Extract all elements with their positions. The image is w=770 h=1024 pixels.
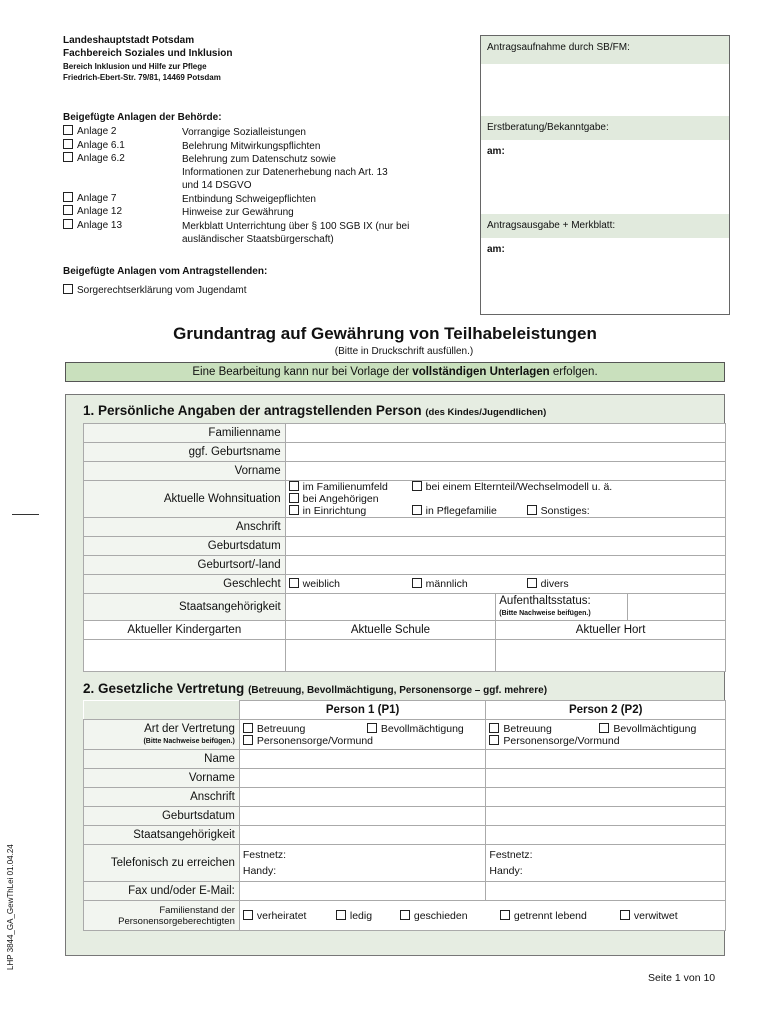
- p1-staatsang-input[interactable]: [239, 826, 486, 845]
- field-label: Geburtsdatum: [84, 807, 240, 826]
- option[interactable]: im Familienumfeld: [289, 481, 412, 493]
- kita-input[interactable]: [84, 640, 286, 672]
- option[interactable]: Bevollmächtigung: [367, 723, 464, 735]
- page-subtitle: (Bitte in Druckschrift ausfüllen.): [334, 346, 474, 357]
- p2-telefon-input[interactable]: Festnetz: Handy:: [486, 845, 726, 882]
- p1-telefon-input[interactable]: Festnetz: Handy:: [239, 845, 486, 882]
- wohnsituation-options: [285, 481, 725, 518]
- attachment-checkbox-row[interactable]: Anlage 13: [63, 219, 122, 232]
- field-label: Vorname: [84, 769, 240, 788]
- p1-fax-input[interactable]: [239, 882, 486, 901]
- option[interactable]: bei einem Elternteil/Wechselmodell u. ä.: [412, 481, 664, 493]
- option[interactable]: in Einrichtung: [289, 505, 412, 517]
- option[interactable]: Betreuung: [489, 723, 599, 735]
- column-header: Aktueller Hort: [496, 621, 726, 640]
- attachment-desc: Merkblatt Unterrichtung über § 100 SGB IX (nur bei ausländischer Staatsbürgerschaft): [182, 221, 410, 245]
- column-header: Person 2 (P2): [486, 701, 726, 720]
- department-name: Fachbereich Soziales und Inklusion: [63, 48, 233, 59]
- attachment-checkbox-row[interactable]: Anlage 7: [63, 192, 116, 205]
- office-use-head: Antragsaufnahme durch SB/FM:: [481, 36, 729, 64]
- column-header: Aktuelle Schule: [285, 621, 496, 640]
- p2-staatsang-input[interactable]: [486, 826, 726, 845]
- attachments-authority-title: Beigefügte Anlagen der Behörde:: [63, 112, 222, 123]
- attachment-desc: Entbindung Schweigepflichten: [182, 194, 316, 205]
- field-label: Staatsangehörigkeit: [84, 826, 240, 845]
- option[interactable]: verheiratet: [243, 910, 336, 922]
- applicant-attachment-row[interactable]: Sorgerechtserklärung vom Jugendamt: [63, 284, 247, 297]
- field-label: Geburtsort/-land: [84, 556, 286, 575]
- checkbox[interactable]: [63, 152, 73, 162]
- field-label: Familienname: [84, 424, 286, 443]
- p2-fax-input[interactable]: [486, 882, 726, 901]
- p1-anschrift-input[interactable]: [239, 788, 486, 807]
- field-label: ggf. Geburtsname: [84, 443, 286, 462]
- checkbox[interactable]: [63, 139, 73, 149]
- notice-banner: Eine Bearbeitung kann nur bei Vorlage der vollständigen Unterlagen erfolgen.: [65, 362, 725, 382]
- field-label: Anschrift: [84, 518, 286, 537]
- staatsangehoerigkeit-input[interactable]: [285, 594, 496, 621]
- attachment-checkbox-row[interactable]: Anlage 6.2: [63, 152, 125, 165]
- option[interactable]: Sonstiges:: [527, 505, 590, 517]
- consultation-head: Erstberatung/Bekanntgabe:: [481, 116, 729, 140]
- option[interactable]: Betreuung: [243, 723, 367, 735]
- field-label: Art der Vertretung (Bitte Nachweise beifügen.): [84, 720, 240, 750]
- checkbox[interactable]: [63, 125, 73, 135]
- attachment-desc: Hinweise zur Gewährung: [182, 207, 294, 218]
- geburtsdatum-input[interactable]: [285, 537, 725, 556]
- schule-input[interactable]: [285, 640, 496, 672]
- aufenthalt-input[interactable]: [628, 594, 726, 621]
- checkbox[interactable]: [63, 284, 73, 294]
- option[interactable]: Personensorge/Vormund: [489, 735, 619, 747]
- issue-date[interactable]: am:: [487, 244, 505, 255]
- field-label: Fax und/oder E-Mail:: [84, 882, 240, 901]
- field-label: Vorname: [84, 462, 286, 481]
- column-header: Person 1 (P1): [239, 701, 486, 720]
- hort-input[interactable]: [496, 640, 726, 672]
- office-use-box: [480, 35, 730, 315]
- option[interactable]: getrennt lebend: [500, 910, 620, 922]
- option[interactable]: bei Angehörigen: [289, 493, 379, 505]
- fold-mark: [12, 514, 39, 515]
- option[interactable]: in Pflegefamilie: [412, 505, 527, 517]
- geburtsort-input[interactable]: [285, 556, 725, 575]
- option[interactable]: Bevollmächtigung: [599, 723, 696, 735]
- p2-anschrift-input[interactable]: [486, 788, 726, 807]
- option[interactable]: männlich: [412, 578, 527, 590]
- gender-options: [285, 575, 725, 594]
- field-label: Telefonisch zu erreichen: [84, 845, 240, 882]
- p2-art-options: [486, 720, 726, 750]
- checkbox[interactable]: [63, 205, 73, 215]
- field-label: Familienstand der Personensorgeberechtigten: [84, 901, 240, 931]
- option[interactable]: divers: [527, 578, 569, 590]
- issue-head: Antragsausgabe + Merkblatt:: [481, 214, 729, 238]
- familienstand-options: [239, 901, 725, 931]
- field-label: Name: [84, 750, 240, 769]
- option[interactable]: ledig: [336, 910, 400, 922]
- p2-vorname-input[interactable]: [486, 769, 726, 788]
- attachment-desc: Belehrung zum Datenschutz sowie Informationen zur Datenerhebung nach Art. 13 und 14 DSGVO: [182, 154, 388, 191]
- attachment-checkbox-row[interactable]: Anlage 6.1: [63, 139, 125, 152]
- p1-geburtsdatum-input[interactable]: [239, 807, 486, 826]
- section2-title: 2. Gesetzliche Vertretung (Betreuung, Bevollmächtigung, Personensorge – ggf. mehrere): [83, 681, 548, 696]
- field-label: Geschlecht: [84, 575, 286, 594]
- attachment-checkbox-row[interactable]: Anlage 2: [63, 125, 116, 138]
- consultation-date[interactable]: am:: [487, 146, 505, 157]
- checkbox[interactable]: [63, 192, 73, 202]
- section1-title: 1. Persönliche Angaben der antragstellenden Person (des Kindes/Jugendlichen): [83, 403, 547, 418]
- office-address: Friedrich-Ebert-Str. 79/81, 14469 Potsdam: [63, 73, 221, 82]
- checkbox[interactable]: [63, 219, 73, 229]
- option[interactable]: geschieden: [400, 910, 500, 922]
- division-name: Bereich Inklusion und Hilfe zur Pflege: [63, 62, 207, 71]
- page-title: Grundantrag auf Gewährung von Teilhabeleistungen: [173, 324, 597, 343]
- aufenthalt-label: Aufenthaltsstatus: (Bitte Nachweise beifügen.): [496, 594, 628, 621]
- vorname-input[interactable]: [285, 462, 725, 481]
- representation-table: [83, 700, 726, 931]
- option[interactable]: Personensorge/Vormund: [243, 735, 373, 747]
- p1-art-options: [239, 720, 486, 750]
- p1-vorname-input[interactable]: [239, 769, 486, 788]
- field-label: Staatsangehörigkeit: [84, 594, 286, 621]
- personal-data-table: [83, 423, 726, 672]
- field-label: Aktuelle Wohnsituation: [84, 481, 286, 518]
- office-name: Landeshauptstadt Potsdam: [63, 35, 195, 46]
- attachment-checkbox-row[interactable]: Anlage 12: [63, 205, 122, 218]
- familienname-input[interactable]: [285, 424, 725, 443]
- field-label: Anschrift: [84, 788, 240, 807]
- p2-name-input[interactable]: [486, 750, 726, 769]
- attachment-desc: Belehrung Mitwirkungspflichten: [182, 141, 321, 152]
- page-number: Seite 1 von 10: [648, 972, 716, 984]
- p2-geburtsdatum-input[interactable]: [486, 807, 726, 826]
- attachments-applicant-title: Beigefügte Anlagen vom Antragstellenden:: [63, 266, 268, 277]
- option[interactable]: weiblich: [289, 578, 412, 590]
- geburtsname-input[interactable]: [285, 443, 725, 462]
- anschrift-input[interactable]: [285, 518, 725, 537]
- document-code: LHP 3844_GA_GewThLei 01.04.24: [6, 844, 15, 970]
- field-label: Geburtsdatum: [84, 537, 286, 556]
- attachment-desc: Vorrangige Sozialleistungen: [182, 127, 306, 138]
- column-header: Aktueller Kindergarten: [84, 621, 286, 640]
- option[interactable]: verwitwet: [620, 910, 678, 922]
- p1-name-input[interactable]: [239, 750, 486, 769]
